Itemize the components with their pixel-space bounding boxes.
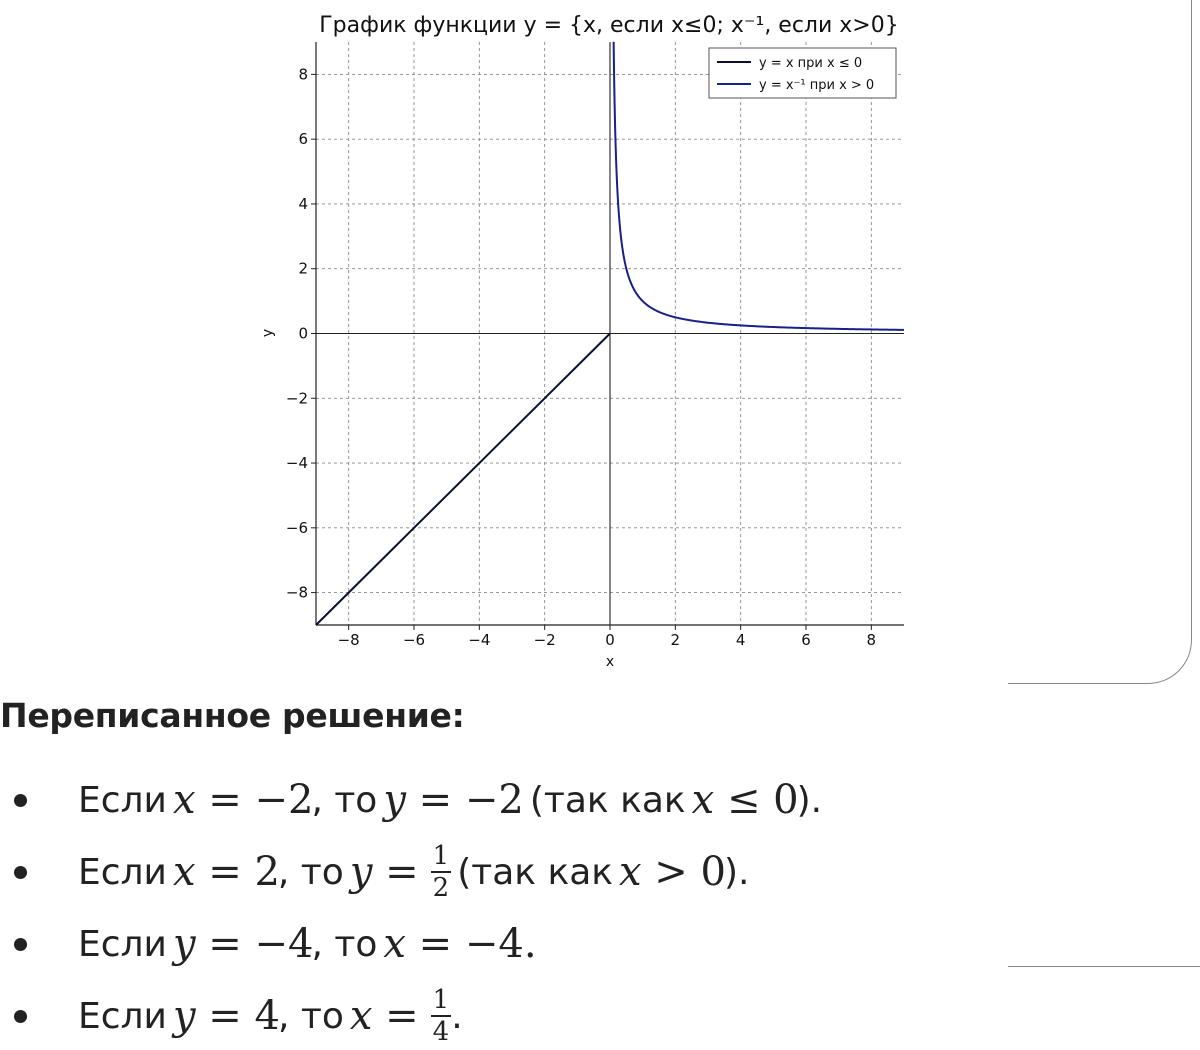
y-tick-label: −8 <box>285 583 308 602</box>
legend-label: y = x⁻¹ при x > 0 <box>759 78 875 93</box>
x-tick-label: 0 <box>605 631 615 649</box>
math-var: x <box>172 777 196 823</box>
math-var: y <box>172 921 196 967</box>
math-rest: = −4 <box>208 921 314 967</box>
math-expr <box>350 993 419 1039</box>
step-note-open: (так как <box>529 779 686 821</box>
y-tick-label: −2 <box>285 389 308 408</box>
math-expr <box>619 849 726 895</box>
x-tick-label: −2 <box>533 631 556 649</box>
step-text <box>78 843 749 901</box>
solution-heading: Переписанное решение: <box>0 696 465 735</box>
chart-ticks <box>286 65 876 649</box>
math-rest: = −2 <box>208 777 314 823</box>
y-tick-label: 6 <box>298 130 308 149</box>
step-end: . <box>451 995 463 1037</box>
step-if: Если <box>78 779 167 821</box>
x-tick-label: 2 <box>670 631 681 649</box>
math-expr <box>383 777 524 823</box>
fraction-denominator: 4 <box>432 1017 450 1047</box>
math-var: y <box>349 849 373 895</box>
step-then: , то <box>311 923 378 965</box>
bullet-icon <box>14 794 27 807</box>
step-note-close: ). <box>723 851 750 893</box>
x-tick-label: 4 <box>735 631 746 649</box>
bullet-icon <box>14 866 27 879</box>
series-line-linear <box>316 334 610 626</box>
math-var: x <box>383 921 406 967</box>
y-tick-label: 8 <box>298 65 308 84</box>
step-then: , то <box>277 851 344 893</box>
legend-label: y = x при x ≤ 0 <box>759 56 863 71</box>
bullet-icon <box>14 1010 27 1023</box>
math-rest: = 2 <box>208 849 280 895</box>
math-expr <box>173 777 313 823</box>
divider <box>1008 966 1200 967</box>
x-tick-label: 8 <box>866 631 877 649</box>
math-var: x <box>619 849 642 895</box>
fraction <box>431 987 452 1045</box>
step-if: Если <box>78 851 167 893</box>
step-note-open: (так как <box>457 851 614 893</box>
math-var: y <box>383 777 406 823</box>
math-rest: = −4. <box>418 921 537 967</box>
step-text <box>78 921 543 967</box>
x-tick-label: 6 <box>801 631 811 649</box>
math-expr <box>350 849 419 895</box>
y-tick-label: 2 <box>298 259 308 278</box>
math-expr <box>383 921 536 967</box>
chart-title: График функции y = {x, если x≤0; x⁻¹, если x>0} <box>319 13 899 38</box>
math-rest: = <box>385 993 419 1039</box>
y-tick-label: −6 <box>285 518 308 537</box>
math-rest: = 4 <box>208 993 280 1039</box>
step-then: , то <box>277 995 344 1037</box>
math-rest: = <box>385 849 419 895</box>
y-axis-label: y <box>260 328 276 338</box>
step-text <box>78 777 822 823</box>
y-tick-label: 4 <box>298 194 308 213</box>
step-if: Если <box>78 995 167 1037</box>
x-tick-label: −8 <box>337 631 360 649</box>
math-var: y <box>172 993 196 1039</box>
math-expr <box>692 777 799 823</box>
math-expr <box>173 921 314 967</box>
chart-legend <box>709 48 896 98</box>
fraction-numerator: 1 <box>432 841 450 871</box>
math-rest: = −2 <box>418 777 524 823</box>
math-rest: ≤ 0 <box>726 777 799 823</box>
math-rest: > 0 <box>654 849 726 895</box>
x-tick-label: −6 <box>402 631 426 649</box>
fraction-numerator: 1 <box>432 985 450 1015</box>
bullet-icon <box>14 938 27 951</box>
fraction-denominator: 2 <box>432 873 450 903</box>
x-tick-label: −4 <box>468 631 491 649</box>
math-var: x <box>691 777 715 823</box>
step-then: , то <box>311 779 378 821</box>
x-axis-label: x <box>605 654 615 670</box>
y-tick-label: 0 <box>298 324 308 343</box>
step-if: Если <box>78 923 167 965</box>
fraction <box>431 843 452 901</box>
math-var: x <box>172 849 196 895</box>
math-expr <box>173 849 280 895</box>
step-note-close: ). <box>796 779 823 821</box>
math-var: x <box>349 993 373 1039</box>
y-tick-label: −4 <box>285 454 308 473</box>
math-expr <box>173 993 280 1039</box>
step-text <box>78 987 463 1045</box>
